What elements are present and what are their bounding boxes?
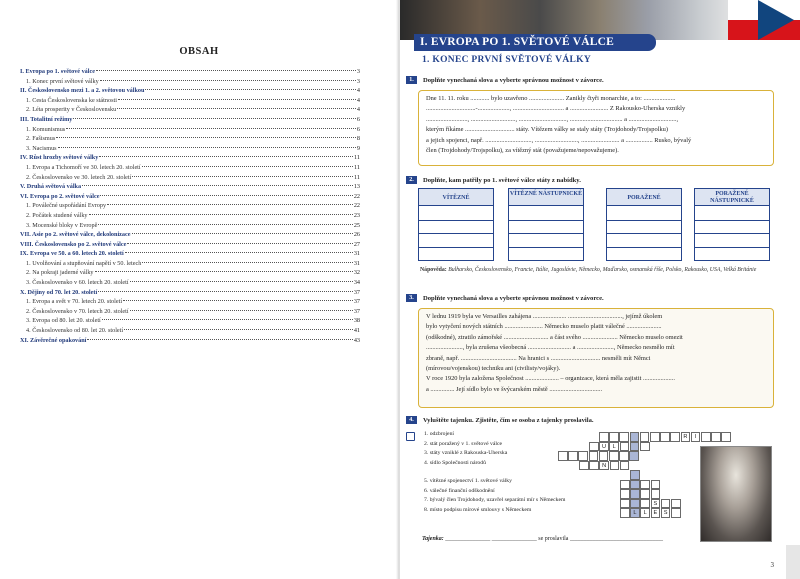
crossword-cell[interactable] — [711, 432, 721, 442]
toc-leader-dots — [142, 262, 353, 263]
right-page — [400, 0, 800, 579]
answer-cell[interactable] — [607, 247, 681, 261]
clue: 7. bývalý člen Trojdohody, uzavřel separátní mír s Německem — [424, 497, 566, 503]
toc-entry-title: 1. Konec první světové války — [26, 77, 99, 85]
crossword-cell[interactable] — [620, 461, 630, 471]
toc-leader-dots — [132, 233, 353, 234]
crossword-cell[interactable] — [589, 442, 599, 452]
toc-leader-dots — [130, 281, 353, 282]
crossword-cell[interactable] — [620, 442, 630, 452]
answer-cell[interactable] — [509, 247, 583, 261]
classification-table — [418, 188, 772, 260]
task-3-heading — [406, 294, 604, 302]
task-instruction: Doplňte vynechaná slova a vyberte správnou možnost v závorce. — [423, 294, 604, 302]
text-line: V roce 1920 byla založena Společnost ..................... – organizace, která měla zajistit .................... — [426, 375, 675, 383]
crossword-cell[interactable] — [671, 499, 681, 509]
crossword-cell[interactable]: L — [630, 508, 640, 518]
toc-entry-page: 4 — [356, 96, 360, 104]
solution-line: _______________ _______________ se proslavila _______________________________ — [445, 536, 663, 542]
task-instruction: Doplňte, kam patřily po 1. světové válce státy z nabídky. — [423, 176, 581, 184]
toc-entry-page: 6 — [356, 115, 360, 123]
text-line: (odškodné), ztratilo zámořské ............................ a část svého ...................... Německo muselo omezit — [426, 333, 683, 341]
answer-cell[interactable] — [419, 233, 493, 247]
clue: 5. vítězné spojenectví 1. světové války — [424, 478, 512, 484]
crossword-cell[interactable] — [609, 451, 619, 461]
column-defeated-successors — [694, 188, 770, 260]
crossword-cell[interactable] — [589, 451, 599, 461]
toc-entry-page: 9 — [356, 144, 360, 152]
crossword-cell[interactable] — [620, 489, 630, 499]
toc-entry[interactable] — [20, 134, 360, 144]
hint-label: Nápověda: — [420, 267, 447, 273]
toc-entry[interactable] — [20, 182, 360, 192]
section-subtitle: 1. KONEC PRVNÍ SVĚTOVÉ VÁLKY — [422, 55, 591, 65]
toc-entry-page: 3 — [356, 68, 360, 75]
toc-entry-title: 1. Cesta Československa ke státnosti — [26, 96, 117, 104]
column-header: VÍTĚZNÉ — [418, 188, 494, 206]
crossword-cell[interactable] — [670, 432, 680, 442]
toc-entry-page: 11 — [354, 173, 360, 181]
toc-leader-dots — [82, 185, 353, 186]
toc-entry-title: 1. Evropa a svět v 70. letech 20. století — [26, 298, 123, 306]
toc-entry-title: V. Druhá světová válka — [20, 183, 82, 191]
toc-leader-dots — [125, 252, 353, 253]
toc-entry-title: 2. Léta prosperity v Československu — [26, 106, 117, 114]
toc-entry[interactable] — [20, 144, 360, 154]
page-number: 3 — [770, 561, 774, 569]
toc-entry[interactable] — [20, 105, 360, 115]
toc-entry-title: 2. Československo v 70. letech 20. století — [26, 307, 129, 315]
toc-entry-title: I. Evropa po 1. světové válce — [20, 68, 95, 75]
crossword-cell[interactable]: L — [640, 508, 650, 518]
toc-entry[interactable] — [20, 77, 360, 87]
answer-cell[interactable] — [695, 220, 769, 234]
toc-leader-dots — [117, 108, 356, 109]
crossword-cell[interactable] — [630, 489, 640, 499]
crossword-cell[interactable]: N — [599, 461, 609, 471]
text-line: Dne 11. 11. roku ............ bylo uzavřeno ...................... Zanikly čtyři monarchie, a to: .................... — [426, 95, 676, 102]
toc-entry-title: IX. Evropa ve 50. a 60. letech 20. století — [20, 250, 124, 258]
toc-entry-title: 4. Československo od 80. let 20. století — [26, 327, 124, 335]
toc-entry-page: 4 — [356, 106, 360, 114]
toc-leader-dots — [124, 329, 353, 330]
czech-flag-icon — [728, 0, 800, 40]
toc-entry-page: 25 — [353, 221, 360, 229]
toc-leader-dots — [127, 243, 352, 244]
toc-entry[interactable] — [20, 163, 360, 173]
toc-entry[interactable] — [20, 173, 360, 183]
toc-entry[interactable] — [20, 115, 360, 125]
column-victors — [418, 188, 494, 260]
task-instruction: Vyluštěte tajenku. Zjistěte, čím se osoba z tajenky proslavila. — [423, 416, 594, 424]
crossword-cell[interactable]: I — [691, 432, 701, 442]
toc-entry-page: 32 — [353, 269, 360, 277]
toc-entry-title: 2. Fašismus — [26, 135, 56, 143]
toc-entry[interactable] — [20, 288, 360, 298]
answer-cell[interactable] — [695, 206, 769, 220]
toc-entry-page: 22 — [353, 192, 360, 200]
text-line: (mírovou/vojenskou) techniku ani (civilisty/vojáky). — [426, 365, 561, 373]
toc-leader-dots — [87, 339, 352, 340]
crossword-cell[interactable] — [610, 461, 620, 471]
toc-entry[interactable] — [20, 240, 360, 250]
hint-text — [420, 266, 780, 275]
crossword-cell[interactable] — [619, 451, 629, 461]
toc-entry-page: 11 — [354, 163, 360, 171]
crossword-cell[interactable] — [609, 432, 619, 442]
toc-leader-dots — [96, 70, 356, 71]
crossword-cell[interactable] — [701, 432, 711, 442]
crossword-cell[interactable]: S — [661, 508, 671, 518]
toc-leader-dots — [107, 204, 353, 205]
toc-title: OBSAH — [179, 46, 219, 57]
crossword-cell[interactable] — [578, 451, 588, 461]
toc-entry-page: 3 — [356, 77, 360, 85]
toc-leader-dots — [89, 214, 353, 215]
toc-entry[interactable] — [20, 326, 360, 336]
toc-entry-title: X. Dějiny od 70. let 20. století — [20, 288, 98, 296]
task-2-heading — [406, 176, 581, 184]
toc-entry-page: 38 — [353, 317, 360, 325]
toc-entry-page: 43 — [353, 336, 360, 344]
page-tab — [786, 545, 800, 579]
task-instruction: Doplňte vynechaná slova a vyberte správnou možnost v závorce. — [423, 76, 604, 84]
toc-entry[interactable] — [20, 259, 360, 269]
clue: 4. sídlo Společnosti národů — [424, 459, 486, 466]
toc-entry[interactable] — [20, 230, 360, 240]
column-header: PORAŽENÉ NÁSTUPNICKÉ — [694, 188, 770, 206]
crossword-key-cell[interactable] — [630, 470, 640, 480]
toc-leader-dots — [142, 166, 353, 167]
toc-entry[interactable] — [20, 211, 360, 221]
toc-entry-title: II. Československo mezi 1. a 2. světovou válkou — [20, 87, 145, 95]
toc-entry-title: 3. Československo v 60. letech 20. století — [26, 279, 129, 287]
toc-entry-title: III. Totalitní režimy — [20, 115, 73, 123]
answer-cell[interactable] — [509, 206, 583, 220]
toc-leader-dots — [58, 147, 356, 148]
crossword-cell[interactable] — [630, 480, 640, 490]
toc-leader-dots — [56, 137, 356, 138]
toc-entry[interactable] — [20, 125, 360, 135]
crossword-cell[interactable] — [599, 432, 609, 442]
task-3-text-box — [418, 308, 774, 408]
table-of-contents — [20, 67, 360, 345]
toc-entry[interactable] — [20, 221, 360, 231]
toc-entry-title: 3. Nacismus — [26, 144, 57, 152]
task-1-text-box — [418, 90, 774, 166]
crossword-cell[interactable] — [640, 489, 650, 499]
toc-leader-dots — [66, 128, 356, 129]
text-line: člen (Trojdohody/Trojspolku), za vítězný stát (považujeme/nepovažujeme). — [426, 147, 619, 155]
answer-cell[interactable] — [509, 233, 583, 247]
toc-leader-dots — [95, 271, 353, 272]
toc-leader-dots — [100, 195, 352, 196]
answer-cell[interactable] — [509, 220, 583, 234]
toc-leader-dots — [102, 319, 353, 320]
toc-entry[interactable] — [20, 278, 360, 288]
toc-entry-title: VI. Evropa po 2. světové válce — [20, 192, 100, 200]
toc-entry-title: 2. Československo ve 30. letech 20. století — [26, 173, 132, 181]
toc-leader-dots — [130, 310, 353, 311]
crossword-clues — [424, 430, 565, 515]
answer-cell[interactable] — [695, 247, 769, 261]
crossword-cell[interactable] — [661, 499, 671, 509]
toc-entry-title: 1. Komunismus — [26, 125, 66, 133]
toc-entry-page: 4 — [356, 87, 360, 95]
hint-list: Bulharsko, Československo, Francie, Itálie, Jugoslávie, Německo, Maďarsko, osmanská říše, Polsko, Rakousko, USA, Velká Británie — [448, 267, 757, 273]
toc-entry-page: 8 — [356, 135, 360, 143]
toc-leader-dots — [73, 118, 356, 119]
toc-entry[interactable] — [20, 192, 360, 202]
toc-entry[interactable] — [20, 249, 360, 259]
chapter-title: I. EVROPA PO 1. SVĚTOVÉ VÁLCE — [414, 34, 656, 51]
crossword-cell[interactable] — [620, 508, 630, 518]
toc-entry-page: 41 — [353, 327, 360, 335]
text-line: bylo vytyčení nových státních ........................ Německo muselo platit válečné ...................... — [426, 323, 662, 331]
toc-entry[interactable] — [20, 316, 360, 326]
toc-entry-page: 26 — [353, 231, 360, 239]
crossword-cell[interactable] — [660, 432, 670, 442]
answer-cell[interactable] — [419, 247, 493, 261]
pencil-icon — [406, 432, 415, 441]
toc-entry-title: XI. Závěrečné opakování — [20, 336, 87, 344]
toc-entry-page: 37 — [353, 298, 360, 306]
crossword-cell[interactable] — [671, 508, 681, 518]
toc-entry-title: 2. Na pokraji jaderné války — [26, 269, 94, 277]
toc-entry-page: 37 — [353, 288, 360, 296]
answer-cell[interactable] — [607, 233, 681, 247]
answer-cell[interactable] — [419, 206, 493, 220]
crossword-cell[interactable] — [630, 432, 640, 442]
crossword-cell[interactable] — [579, 461, 589, 471]
clue: 2. stát poražený v 1. světové válce — [424, 440, 503, 447]
toc-entry-title: 1. Poválečné uspořádání Evropy — [26, 202, 107, 210]
crossword-cell[interactable]: U — [599, 442, 609, 452]
toc-entry-title: 2. Počátek studené války — [26, 211, 88, 219]
text-line: ...............................-...................., ................................ a ........................ Z Rakousko-Uherska vznikly — [426, 105, 686, 113]
crossword-cell[interactable]: S — [651, 499, 661, 509]
task-number: 2. — [406, 176, 417, 184]
column-victor-successors — [508, 188, 584, 260]
toc-leader-dots — [118, 99, 356, 100]
clue: 1. odzbrojení — [424, 431, 455, 437]
column-defeated — [606, 188, 682, 260]
toc-leader-dots — [98, 291, 353, 292]
toc-leader-dots — [145, 89, 355, 90]
toc-entry-page: 13 — [353, 183, 360, 191]
toc-entry-title: 1. Evropa a Tichomoří ve 30. letech 20. století — [26, 163, 141, 171]
toc-entry-title: 3. Mocenské bloky v Evropě — [26, 221, 98, 229]
toc-entry-title: 3. Evropa od 80. let 20. století — [26, 317, 101, 325]
crossword-cell[interactable]: R — [681, 432, 691, 442]
toc-entry[interactable] — [20, 336, 360, 346]
text-line: a jejich spojenci, např. ............................., ..........................., ........................ a ................. Rusko, bývalý — [426, 136, 692, 144]
crossword-cell[interactable] — [619, 432, 629, 442]
portrait-photo — [700, 446, 772, 542]
clue: 8. místo podpisu mírové smlouvy s Německem — [424, 506, 532, 513]
crossword-cell[interactable] — [629, 451, 639, 461]
toc-entry-page: 6 — [356, 125, 360, 133]
crossword-cell[interactable] — [599, 451, 609, 461]
toc-entry-page: 22 — [353, 202, 360, 210]
text-line: V lednu 1919 byla ve Versailles zahájena ..................... .................................., jejímž úkolem — [426, 313, 663, 320]
crossword-cell[interactable] — [558, 451, 568, 461]
toc-entry[interactable] — [20, 153, 360, 163]
clue: 6. válečné finanční odškodnění — [424, 487, 495, 494]
crossword-cell[interactable] — [589, 461, 599, 471]
answer-cell[interactable] — [695, 233, 769, 247]
toc-entry-page: 31 — [353, 250, 360, 258]
clue: 3. státy vzniklé z Rakouska-Uherska — [424, 450, 508, 456]
toc-entry[interactable] — [20, 96, 360, 106]
text-line: zbraně, např. ................................... Na hranici s ............................... nesměli mít Němci — [426, 354, 651, 362]
toc-entry[interactable] — [20, 201, 360, 211]
crossword-cell[interactable] — [640, 432, 650, 442]
text-line: a ............... Její sídlo bylo ve švýcarském městě ................................. — [426, 385, 603, 393]
crossword-cell[interactable] — [650, 432, 660, 442]
crossword-cell[interactable] — [620, 499, 630, 509]
crossword-cell[interactable] — [640, 480, 650, 490]
crossword-cell[interactable] — [640, 499, 650, 509]
toc-entry[interactable] — [20, 297, 360, 307]
crossword-cell[interactable] — [568, 451, 578, 461]
text-line: .........................., ............................, .............................., ................................. a .............................., — [426, 115, 679, 123]
solution-label: Tajenka: — [422, 536, 444, 542]
toc-leader-dots — [98, 224, 352, 225]
text-line: ......................., byla zrušena všeobecná ........................... a ......................., Německo nesmělo mít — [426, 344, 675, 352]
crossword-cell[interactable] — [651, 489, 661, 499]
crossword-cell[interactable]: L — [609, 442, 619, 452]
toc-entry[interactable] — [20, 67, 360, 77]
toc-entry-page: 34 — [353, 279, 360, 287]
column-header: PORAŽENÉ — [606, 188, 682, 206]
left-page — [0, 0, 398, 579]
column-header: VÍTĚZNÉ NÁSTUPNICKÉ — [508, 188, 584, 206]
toc-entry-page: 23 — [353, 211, 360, 219]
task-1-heading — [406, 76, 604, 84]
toc-entry-title: VII. Asie po 2. světové válce, dekolonizace — [20, 231, 131, 239]
answer-cell[interactable] — [607, 206, 681, 220]
toc-entry[interactable] — [20, 307, 360, 317]
text-line: kterým říkáme ............................... státy. Vítězem války se staly státy (Trojdohody/Trojspolku) — [426, 126, 668, 134]
crossword-cell[interactable]: E — [651, 508, 661, 518]
toc-entry-page: 37 — [353, 307, 360, 315]
toc-entry-page: 27 — [353, 240, 360, 248]
task-number: 1. — [406, 76, 417, 84]
crossword-cell[interactable] — [640, 442, 650, 452]
crossword-solution — [422, 536, 663, 542]
crossword-cell[interactable] — [620, 480, 630, 490]
task-4-heading — [406, 416, 594, 424]
toc-entry-page: 11 — [354, 154, 360, 162]
toc-entry[interactable] — [20, 268, 360, 278]
toc-entry-title: 1. Uvolňování a stupňování napětí v 50. letech — [26, 259, 142, 267]
answer-cell[interactable] — [607, 220, 681, 234]
toc-entry[interactable] — [20, 86, 360, 96]
toc-leader-dots — [132, 176, 353, 177]
toc-entry-title: IV. Růst hrozby světové války — [20, 154, 99, 162]
answer-cell[interactable] — [419, 220, 493, 234]
crossword-cell[interactable] — [630, 442, 640, 452]
toc-leader-dots — [123, 300, 353, 301]
toc-entry-title: VIII. Československo po 2. světové válce — [20, 240, 127, 248]
crossword-cell[interactable] — [651, 480, 661, 490]
task-number: 4. — [406, 416, 417, 424]
crossword-cell[interactable] — [630, 499, 640, 509]
toc-leader-dots — [100, 80, 356, 81]
toc-leader-dots — [99, 156, 353, 157]
crossword-cell[interactable] — [721, 432, 731, 442]
toc-entry-page: 31 — [353, 259, 360, 267]
task-number: 3. — [406, 294, 417, 302]
